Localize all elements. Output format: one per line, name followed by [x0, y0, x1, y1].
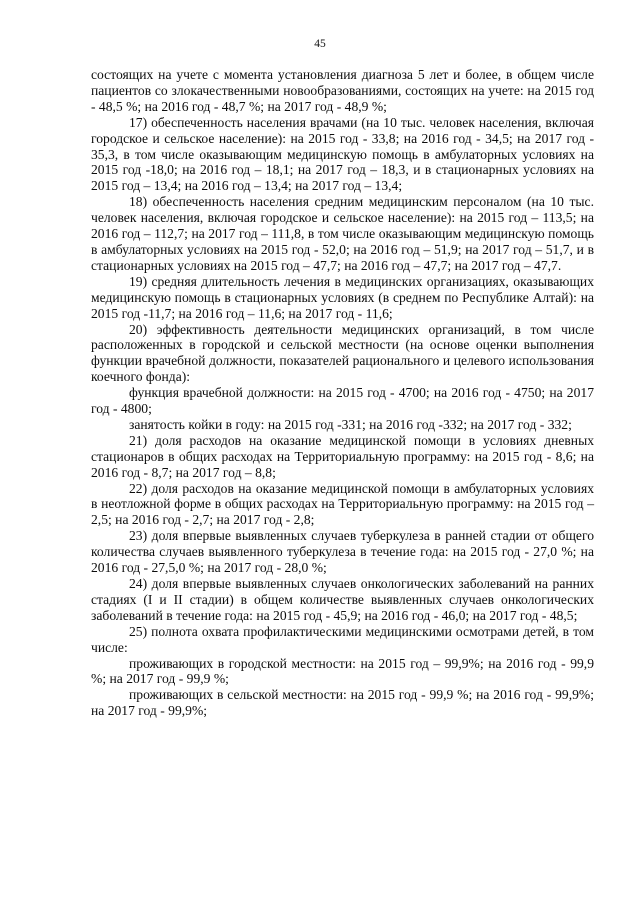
paragraph-item-25-urban: проживающих в городской местности: на 2015 год – 99,9%; на 2016 год - 99,9 %; на 2017 год - 99,9 %; — [91, 655, 594, 687]
paragraph-item-25: 25) полнота охвата профилактическими медицинскими осмотрами детей, в том числе: — [91, 623, 594, 655]
paragraph-item-19: 19) средняя длительность лечения в медицинских организациях, оказывающих медицинскую помощь в стационарных условиях (в среднем по Республике Алтай): на 2015 год -11,7; на 2016 год – 11,6; на 2017 год - 11,6; — [91, 273, 594, 321]
paragraph-continuation: состоящих на учете с момента установления диагноза 5 лет и более, в общем числе пациентов со злокачественными новообразованиями, состоящих на учете: на 2015 год - 48,5 %; на 2016 год - 48,7 %; на 2017 год - 48,9 %; — [91, 67, 594, 114]
paragraph-item-23: 23) доля впервые выявленных случаев туберкулеза в ранней стадии от общего количества случаев выявленного туберкулеза в течение года: на 2015 год - 27,0 %; на 2016 год - 27,5,0 %; на 2017 год - 28,0 %; — [91, 528, 594, 576]
paragraph-item-24: 24) доля впервые выявленных случаев онкологических заболеваний на ранних стадиях (I и II стадии) в общем количестве выявленных случаев онкологических заболеваний в течение года: на 2015 год - 45,9; на 2016 год - 46,0; на 2017 год - 48,5; — [91, 576, 594, 623]
paragraph-item-21: 21) доля расходов на оказание медицинской помощи в условиях дневных стационаров в общих расходах на Территориальную программу: на 2015 год - 8,6; на 2016 год - 8,7; на 2017 год – 8,8; — [91, 432, 594, 480]
page-number: 45 — [314, 38, 326, 50]
paragraph-item-20-doctor-function: функция врачебной должности: на 2015 год - 4700; на 2016 год - 4750; на 2017 год - 4800; — [91, 385, 594, 417]
paragraph-item-17: 17) обеспеченность населения врачами (на 10 тыс. человек населения, включая городское и сельское население): на 2015 год - 33,8; на 2016 год - 34,5; на 2017 год - 35,3, в том числе оказывающим медицинскую помощь в амбулаторных условиях на 2015 год -18,0; на 2016 год – 18,1; на 2017 год – 18,3, и в стационарных условиях на 2015 год – 13,4; на 2016 год – 13,4; на 2017 год – 13,4; — [91, 114, 594, 194]
paragraph-item-20: 20) эффективность деятельности медицинских организаций, в том числе расположенных в городской и сельской местности (на основе оценки выполнения функции врачебной должности, показателей рационального и целевого использования коечного фонда): — [91, 321, 594, 385]
document-body — [91, 67, 594, 719]
paragraph-item-25-rural: проживающих в сельской местности: на 2015 год - 99,9 %; на 2016 год - 99,9%; на 2017 год - 99,9%; — [91, 687, 594, 719]
paragraph-item-18: 18) обеспеченность населения средним медицинским персоналом (на 10 тыс. человек населения, включая городское и сельское население): на 2015 год – 113,5; на 2016 год – 112,7; на 2017 год – 111,8, в том числе оказывающим медицинскую помощь в амбулаторных условиях на 2015 год - 52,0; на 2016 год – 51,9; на 2017 год – 51,7, и в стационарных условиях на 2015 год – 47,7; на 2016 год – 47,7; на 2017 год – 47,7. — [91, 194, 594, 273]
paragraph-item-20-bed-occupancy: занятость койки в году: на 2015 год -331; на 2016 год -332; на 2017 год - 332; — [129, 416, 572, 432]
paragraph-item-22: 22) доля расходов на оказание медицинской помощи в амбулаторных условиях в неотложной форме в общих расходах на Территориальную программу: на 2015 год – 2,5; на 2016 год - 2,7; на 2017 год - 2,8; — [91, 480, 594, 528]
